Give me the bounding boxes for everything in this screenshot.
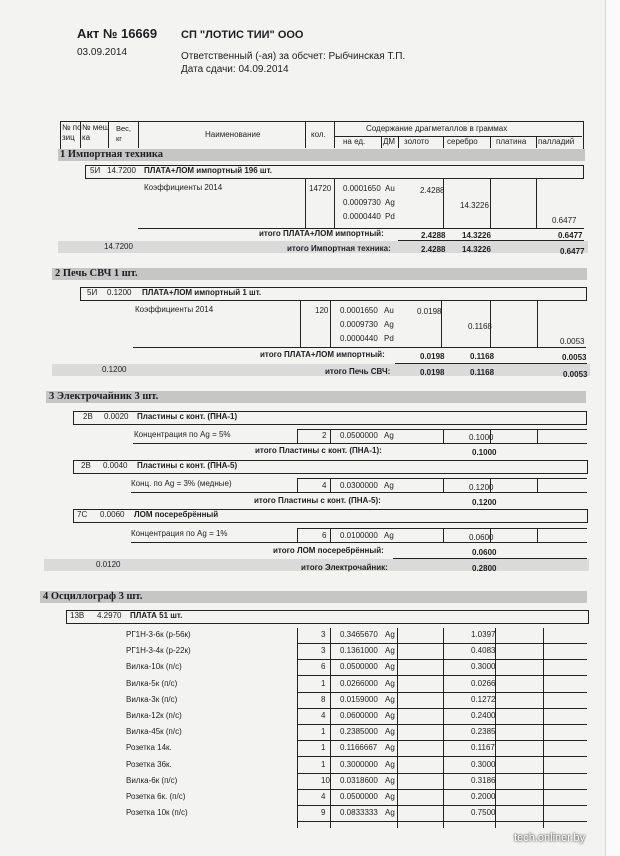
subtotal-silver: 0.0600 [472, 548, 497, 557]
subtotal-silver: 0.1200 [472, 498, 497, 507]
dm: Ag [385, 679, 395, 688]
dm: Ag [385, 792, 395, 801]
dm-pd: Pd [384, 334, 394, 343]
section-title: 4 Осциллограф 3 шт. [43, 591, 143, 602]
component-name: Вилка-12к (п/с) [126, 711, 182, 720]
component-name: Вилка-3к (п/с) [126, 695, 178, 704]
item-weight: 0.0020 [104, 412, 129, 421]
value-silver: 0.3000 [471, 760, 496, 769]
value-palladium: 0.6477 [552, 216, 577, 225]
component-name: Вилка-45к (п/с) [126, 727, 182, 736]
dm: Ag [385, 662, 395, 671]
total-silver: 0.2800 [472, 564, 497, 573]
value-silver: 0.1272 [471, 695, 496, 704]
component-name: Вилка-10к (п/с) [126, 662, 182, 671]
per-unit: 0.0266000 [340, 679, 378, 688]
dm-au: Au [384, 306, 394, 315]
item-qty: 1 [321, 679, 326, 688]
item-name: ПЛАТА 51 шт. [130, 611, 183, 620]
item-weight: 0.0040 [103, 461, 128, 470]
value-silver: 0.1167 [471, 743, 495, 752]
subtotal-silver: 0.1000 [472, 448, 497, 457]
item-qty: 6 [321, 662, 326, 671]
dm: Ag [384, 431, 394, 440]
per-unit: 0.2385000 [340, 727, 378, 736]
bag-no: 13В [70, 611, 85, 620]
item-weight: 14.7200 [107, 166, 136, 175]
value-silver: 0.2000 [471, 792, 496, 801]
subtotal-silver: 0.1168 [470, 352, 495, 361]
per-unit-au: 0.0001650 [340, 306, 378, 315]
subtotal-label: итого Пластины с конт. (ПНА-1): [255, 446, 382, 455]
total-silver: 14.3226 [462, 245, 491, 254]
item-qty: 6 [322, 531, 327, 540]
total-weight: 14.7200 [104, 242, 133, 251]
row-divider [297, 659, 587, 660]
item-qty: 4 [321, 711, 326, 720]
col-weight: Вес, кг [116, 124, 132, 143]
component-name: Вилка-6к (п/с) [126, 776, 178, 785]
component-name: Вилка-5к (п/с) [126, 679, 178, 688]
value-silver: 1.0397 [471, 630, 496, 639]
subtotal-label: итого ПЛАТА+ЛОМ импортный: [259, 229, 384, 238]
per-unit-pd: 0.0000440 [340, 334, 378, 343]
total-gold: 0.0198 [420, 368, 445, 377]
item-name: Пластины с конт. (ПНА-5) [137, 461, 238, 470]
responsible-person: Ответственный (-ая) за обсчет: Рыбчинская Т.П. [181, 51, 406, 62]
subtotal-label: итого ПЛАТА+ЛОМ импортный: [260, 350, 385, 359]
total-label: итого Печь СВЧ: [325, 367, 391, 376]
col-per-unit: на ед. [343, 137, 366, 146]
paper-edge [605, 0, 620, 856]
bag-no: 2В [81, 461, 91, 470]
watermark: tech.onliner.by [514, 832, 585, 844]
total-weight: 0.0120 [96, 560, 121, 569]
component-name: РГ1Н-3-6к (р-56к) [126, 630, 191, 639]
value-silver: 0.3000 [471, 662, 496, 671]
row-divider [297, 708, 587, 709]
item-name: ПЛАТА+ЛОМ импортный 196 шт. [144, 166, 273, 175]
per-unit-ag: 0.0009730 [343, 198, 381, 207]
act-date: 03.09.2014 [77, 47, 128, 58]
row-divider [297, 643, 587, 644]
value-silver: 0.1168 [468, 322, 492, 331]
dm: Ag [385, 727, 395, 736]
value-palladium: 0.0053 [560, 337, 585, 346]
item-name: ПЛАТА+ЛОМ импортный 1 шт. [142, 288, 262, 297]
value-silver: 0.1000 [469, 433, 494, 442]
component-name: Розетка 14к. [126, 743, 172, 752]
bag-no: 5И [87, 288, 98, 297]
component-name: Розетка 6к. (п/с) [126, 792, 186, 801]
dm-ag: Ag [384, 320, 394, 329]
per-unit: 0.0318600 [340, 776, 378, 785]
row-divider [297, 805, 587, 806]
subtotal-label: итого ЛОМ посеребрённый: [273, 546, 384, 555]
per-unit: 0.0833333 [340, 808, 378, 817]
item-name: Пластины с конт. (ПНА-1) [137, 412, 238, 421]
dm: Ag [385, 630, 395, 639]
concentration: Конц. по Ag = 3% (медные) [131, 479, 232, 488]
value-silver: 0.3186 [471, 776, 496, 785]
total-label: итого Импортная техника: [287, 244, 391, 253]
per-unit: 0.0500000 [340, 662, 378, 671]
item-qty: 1 [321, 727, 326, 736]
item-qty: 3 [321, 630, 326, 639]
organization-name: СП "ЛОТИС ТИИ" ООО [181, 29, 304, 41]
value-silver: 0.7500 [471, 808, 496, 817]
value-gold: 0.0198 [417, 307, 442, 316]
subtotal-silver: 14.3226 [462, 231, 491, 240]
dm: Ag [385, 808, 395, 817]
value-gold: 2.4288 [420, 186, 445, 195]
col-bag-no: № меш ка [82, 123, 110, 142]
value-silver: 14.3226 [460, 201, 489, 210]
item-qty: 3 [321, 646, 326, 655]
per-unit: 0.1166667 [340, 743, 378, 752]
col-platinum: платина [496, 137, 527, 146]
value-silver: 0.2385 [471, 727, 496, 736]
per-unit-ag: 0.0009730 [340, 320, 378, 329]
per-unit: 0.1361000 [340, 646, 378, 655]
value-silver: 0.0600 [469, 533, 494, 542]
item-weight: 0.0060 [100, 510, 125, 519]
row-divider [297, 692, 587, 693]
per-unit-pd: 0.0000440 [343, 212, 381, 221]
component-name: Розетка 36к. [126, 760, 172, 769]
subtotal-palladium: 0.6477 [558, 231, 583, 240]
dm: Ag [385, 760, 395, 769]
row-divider [297, 724, 587, 725]
bag-no: 2В [83, 412, 93, 421]
total-label: итого Электрочайник: [301, 563, 388, 572]
col-qty: кол. [311, 130, 326, 139]
item-weight: 4.2970 [97, 611, 122, 620]
item-qty: 120 [315, 306, 329, 315]
value-silver: 0.0266 [471, 679, 496, 688]
dm: Ag [384, 481, 394, 490]
dm-ag: Ag [385, 198, 395, 207]
per-unit: 0.0500000 [340, 431, 378, 440]
subtotal-gold: 2.4288 [421, 231, 446, 240]
col-palladium: палладий [538, 137, 575, 146]
dm: Ag [385, 695, 395, 704]
item-qty: 8 [321, 695, 326, 704]
item-qty: 14720 [309, 184, 332, 193]
col-gold: золото [404, 137, 429, 146]
row-divider [297, 740, 587, 741]
bag-no: 7С [77, 510, 88, 519]
item-weight: 0.1200 [107, 288, 132, 297]
component-name: Розетка 10к (п/с) [126, 808, 188, 817]
per-unit: 0.0300000 [340, 481, 378, 490]
coef-label: Коэффициенты 2014 [144, 183, 223, 192]
dm: Ag [385, 776, 395, 785]
item-qty: 9 [321, 808, 326, 817]
subtotal-label: итого Пластины с конт. (ПНА-5): [254, 496, 381, 505]
total-palladium: 0.0053 [563, 370, 588, 379]
act-number: Акт № 16669 [77, 26, 158, 41]
col-silver: серебро [447, 137, 478, 146]
dm: Ag [385, 711, 395, 720]
total-silver: 0.1168 [470, 368, 495, 377]
item-qty: 4 [322, 481, 327, 490]
row-divider [297, 773, 587, 774]
handover-date: Дата сдачи: 04.09.2014 [181, 64, 289, 75]
per-unit: 0.0500000 [340, 792, 378, 801]
col-dm: ДМ [383, 137, 396, 146]
component-name: РГ1Н-3-4к (р-22к) [126, 646, 191, 655]
value-silver: 0.2400 [471, 711, 496, 720]
concentration: Концентрация по Ag = 5% [134, 430, 231, 439]
subtotal-gold: 0.0198 [420, 352, 445, 361]
section-title: 3 Электрочайник 3 шт. [49, 391, 159, 402]
bag-no: 5И [90, 166, 101, 175]
per-unit: 0.0100000 [340, 531, 378, 540]
col-name: Наименование [205, 130, 261, 139]
dm-pd: Pd [385, 212, 395, 221]
col-content: Содержание драгметаллов в граммах [366, 124, 508, 133]
dm: Ag [384, 531, 394, 540]
total-gold: 2.4288 [421, 245, 446, 254]
subtotal-palladium: 0.0053 [562, 353, 587, 362]
row-divider [297, 821, 587, 822]
value-silver: 0.4083 [471, 646, 496, 655]
item-qty: 1 [321, 743, 326, 752]
concentration: Концентрация по Ag = 1% [131, 529, 228, 538]
section-title: 1 Импортная техника [60, 149, 164, 160]
item-qty: 10 [321, 776, 330, 785]
value-silver: 0.1200 [469, 483, 494, 492]
row-divider [297, 789, 587, 790]
col-position-no: № по зиц [62, 123, 82, 142]
dm-au: Au [385, 184, 395, 193]
item-qty: 4 [321, 792, 326, 801]
per-unit: 0.3465670 [340, 630, 378, 639]
item-qty: 2 [322, 431, 327, 440]
item-qty: 1 [321, 760, 326, 769]
total-palladium: 0.6477 [560, 247, 585, 256]
coef-label: Коэффициенты 2014 [135, 305, 214, 314]
per-unit: 0.3000000 [340, 760, 378, 769]
dm: Ag [385, 743, 395, 752]
row-divider [297, 756, 587, 757]
item-name: ЛОМ посеребрённый [134, 510, 219, 519]
section-title: 2 Печь СВЧ 1 шт. [55, 268, 138, 279]
per-unit-au: 0.0001650 [343, 184, 381, 193]
per-unit: 0.0600000 [340, 711, 378, 720]
row-divider [297, 675, 587, 676]
dm: Ag [385, 646, 395, 655]
per-unit: 0.0159000 [340, 695, 378, 704]
total-weight: 0.1200 [102, 365, 127, 374]
